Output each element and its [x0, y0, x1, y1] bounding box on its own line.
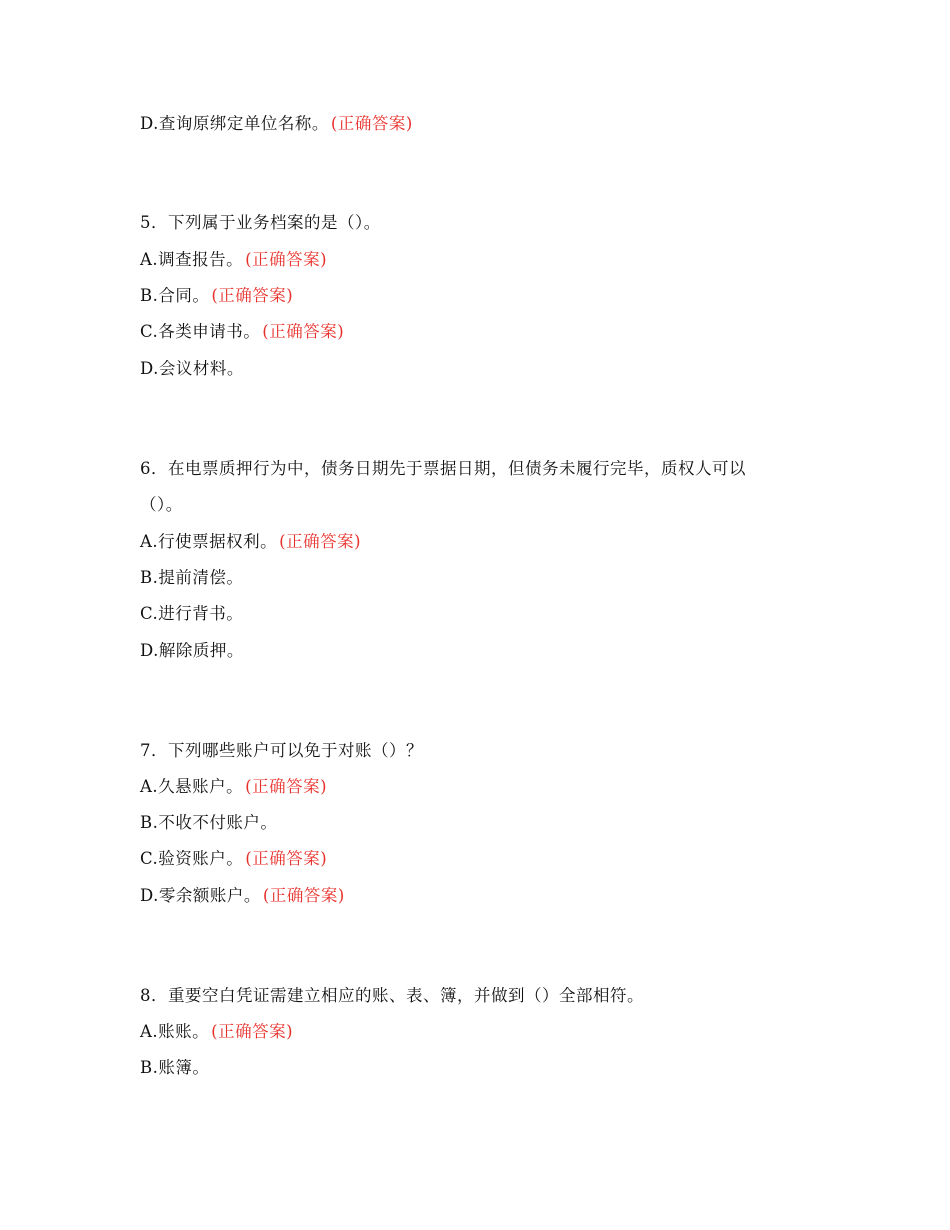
option-text: B.账簿。 [140, 1058, 210, 1077]
option-text: B.提前清偿。 [140, 568, 244, 587]
option-text: A.行使票据权利。 [140, 532, 278, 551]
option-text: C.各类申请书。 [140, 322, 261, 341]
option-q8-b [140, 1057, 209, 1079]
question-6-continuation [140, 494, 183, 516]
correct-answer-marker: (正确答案) [245, 250, 328, 269]
option-q7-b [140, 812, 277, 834]
option-text: A.久悬账户。 [140, 777, 244, 796]
option-q6-b [140, 567, 243, 589]
correct-answer-marker: (正确答案) [245, 849, 328, 868]
option-q5-c [140, 321, 344, 343]
option-text: A.调查报告。 [140, 250, 244, 269]
correct-answer-marker: (正确答案) [279, 532, 362, 551]
option-text: D.查询原绑定单位名称。 [140, 114, 329, 133]
question-5 [140, 212, 381, 234]
option-q5-b [140, 285, 293, 307]
option-q5-d [140, 358, 244, 380]
option-text: C.验资账户。 [140, 849, 244, 868]
question-text: 6．在电票质押行为中，债务日期先于票据日期，但债务未履行完毕，质权人可以 [140, 459, 746, 478]
option-q6-a [140, 531, 361, 553]
question-8 [140, 985, 644, 1007]
question-text: 5．下列属于业务档案的是（）。 [140, 213, 381, 232]
option-q7-d [140, 885, 345, 907]
correct-answer-marker: (正确答案) [211, 286, 294, 305]
option-text: D.会议材料。 [140, 359, 244, 378]
option-text: B.合同。 [140, 286, 210, 305]
question-6 [140, 458, 746, 480]
option-text: D.解除质押。 [140, 641, 244, 660]
option-q8-a [140, 1021, 293, 1043]
option-text: C.进行背书。 [140, 604, 244, 623]
question-text: （）。 [140, 495, 183, 514]
correct-answer-marker: (正确答案) [262, 886, 345, 905]
option-q6-c [140, 603, 243, 625]
option-q6-d [140, 640, 244, 662]
correct-answer-marker: (正确答案) [262, 322, 345, 341]
option-q7-c [140, 848, 327, 870]
option-q4-d [140, 113, 413, 135]
question-7 [140, 740, 423, 762]
option-q5-a [140, 249, 327, 271]
option-text: B.不收不付账户。 [140, 813, 278, 832]
correct-answer-marker: (正确答案) [245, 777, 328, 796]
option-q7-a [140, 776, 327, 798]
question-text: 7．下列哪些账户可以免于对账（）？ [140, 741, 423, 760]
option-text: D.零余额账户。 [140, 886, 261, 905]
correct-answer-marker: (正确答案) [211, 1022, 294, 1041]
option-text: A.账账。 [140, 1022, 210, 1041]
question-text: 8．重要空白凭证需建立相应的账、表、簿，并做到（）全部相符。 [140, 986, 644, 1005]
correct-answer-marker: (正确答案) [330, 114, 413, 133]
